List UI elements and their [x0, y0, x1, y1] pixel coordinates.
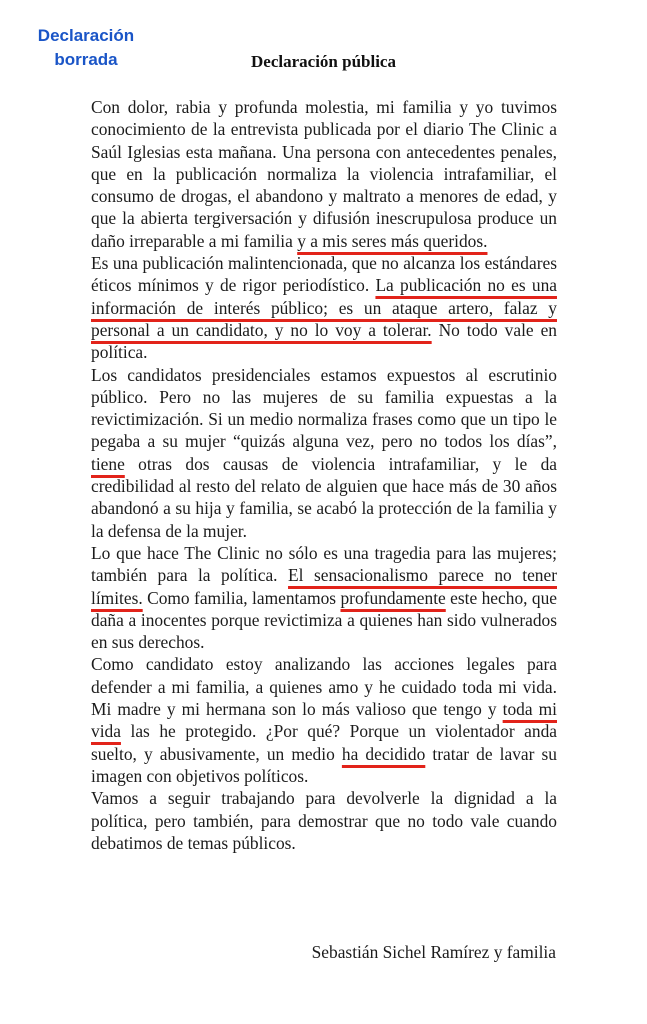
- underlined-passage: El sensacionalismo parece no tener límites.: [91, 565, 557, 608]
- text-segment: Con dolor, rabia y profunda molestia, mi familia y yo tuvimos conocimiento de la entrevista publicada por el diario The Clinic a Saúl Iglesias esta mañana. Una persona con antecedentes penales, que en la publicación normaliza la violencia intrafamiliar, el consumo de drogas, el abandono y maltrato a menores de edad, y que la abierta tergiversación y difusión inescrupulosa produce un daño irreparable a mi familia: [91, 97, 557, 251]
- paragraph: [91, 542, 557, 653]
- text-segment: Lo que hace The Clinic no sólo es una tragedia para las mujeres; también para la política.: [91, 542, 557, 586]
- text-segment: Como candidato estoy analizando las acciones legales para defender a mi familia, a quienes amo y he cuidado toda mi vida. Mi madre y mi hermana son lo más valioso que tengo y: [91, 654, 557, 720]
- paragraph: [91, 96, 557, 252]
- text-segment: No todo vale en política.: [91, 319, 557, 363]
- paragraph: [91, 364, 557, 542]
- text-segment: tratar de lavar su imagen con objetivos políticos.: [91, 743, 557, 786]
- deleted-label-line-2: borrada: [54, 50, 118, 69]
- text-segment: Es una publicación malintencionada, que no alcanza los estándares éticos mínimos y de rigor periodístico.: [91, 253, 557, 296]
- underlined-passage: profundamente: [340, 587, 446, 608]
- underlined-passage: y a mis seres más queridos.: [297, 230, 488, 251]
- paragraph: [91, 252, 557, 363]
- underlined-passage: toda mi vida: [91, 699, 557, 742]
- underlined-passage: tiene: [91, 453, 125, 474]
- underlined-passage: La publicación no es una información de interés público; es un ataque artero, falaz y personal a un candidato, y no lo voy a tolerar.: [91, 275, 557, 340]
- signature: Sebastián Sichel Ramírez y familia: [311, 942, 556, 962]
- statement-body: [91, 96, 557, 854]
- text-segment: las he protegido. ¿Por qué? Porque un violentador anda suelto, y abusivamente, un medio: [91, 721, 557, 764]
- paragraph: [91, 787, 557, 854]
- text-segment: otras dos causas de violencia intrafamiliar, y le da credibilidad al resto del relato de alguien que hace más de 30 años abandonó a su hija y familia, se acabó la protección de la familia y la defensa de la mujer.: [91, 453, 557, 541]
- paragraph: [91, 653, 557, 787]
- underlined-passage: ha decidido: [341, 743, 426, 764]
- text-segment: Los candidatos presidenciales estamos expuestos al escrutinio público. Pero no las mujeres de su familia expuestas a la revictimización. Si un medio normaliza frases como que un tipo le pegaba a su mujer “quizás alguna vez, pero no todos los días”,: [91, 364, 557, 452]
- deleted-label-line-1: Declaración: [37, 26, 135, 45]
- document-title: Declaración pública: [251, 52, 396, 71]
- text-segment: Como familia, lamentamos: [142, 587, 341, 608]
- text-segment: este hecho, que daña a inocentes porque revictimiza a quienes han sido vulnerados en sus derechos.: [91, 587, 558, 653]
- text-segment: Vamos a seguir trabajando para devolverle la dignidad a la política, pero también, para demostrar que no todo vale cuando debatimos de temas públicos.: [91, 788, 557, 853]
